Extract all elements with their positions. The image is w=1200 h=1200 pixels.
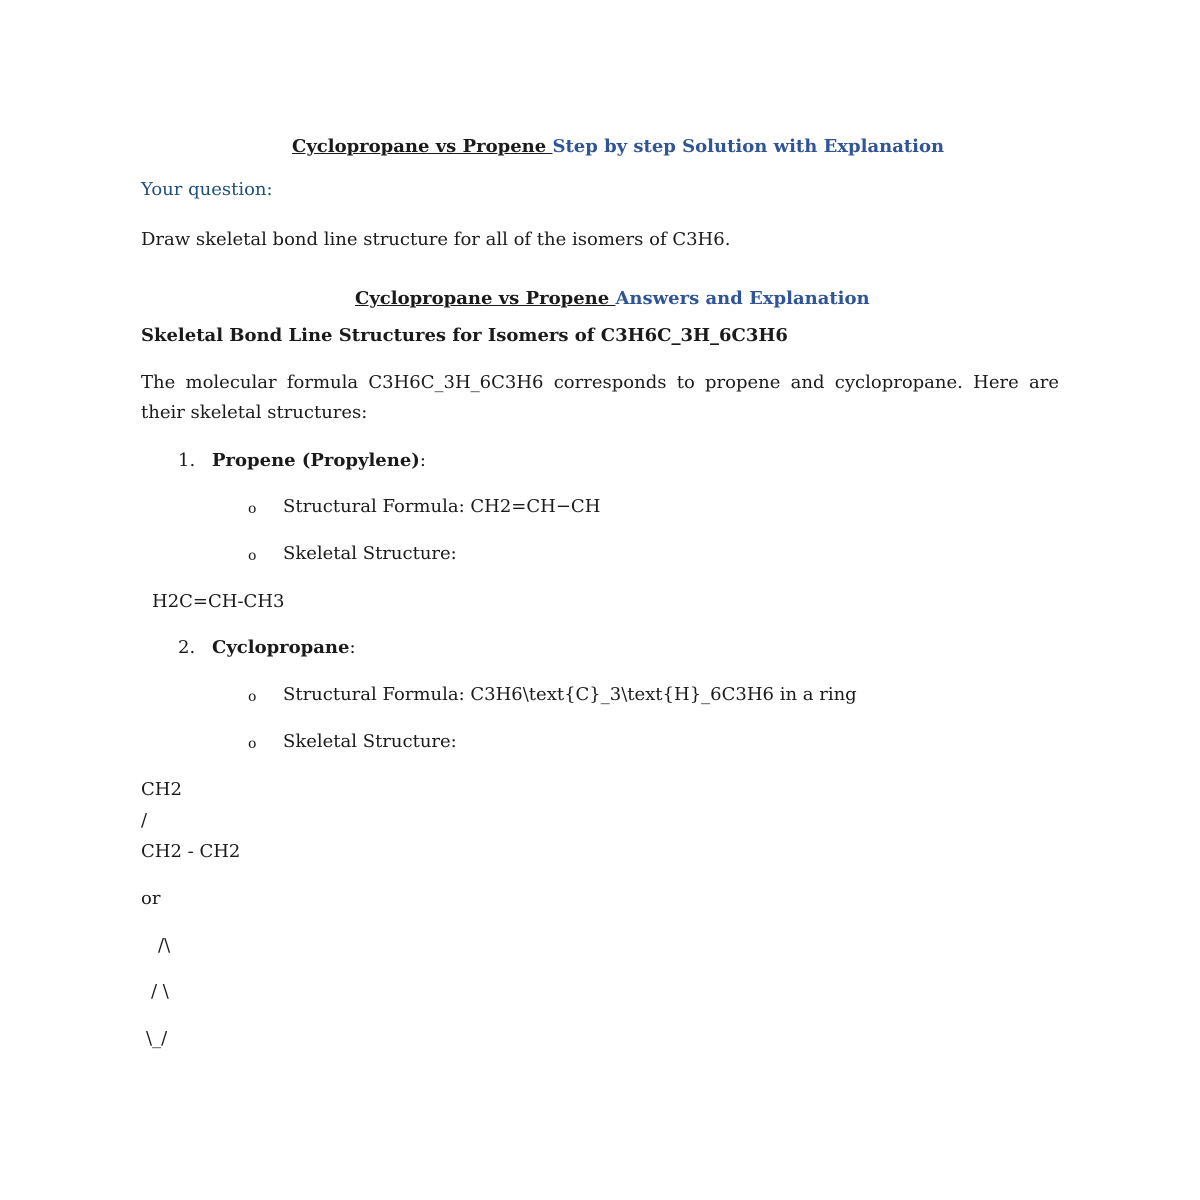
isomer-title-propene <box>212 449 426 473</box>
answer-heading-colored: Answers and Explanation <box>615 288 870 309</box>
cyclopropane-drawing-or: or <box>141 888 161 909</box>
section-heading: Skeletal Bond Line Structures for Isomers of C3H6C_3H_6C3H6 <box>141 325 788 346</box>
cyclopropane-drawing-line: /\ <box>158 935 171 956</box>
cyclopropane-skeletal-label: Skeletal Structure: <box>283 731 457 752</box>
cyclopropane-structural-formula: Structural Formula: C3H6\text{C}_3\text{H}_6C3H6 in a ring <box>283 684 857 705</box>
isomer-name: Propene (Propylene) <box>212 450 420 471</box>
cyclopropane-drawing-line: / \ <box>151 981 169 1002</box>
bullet-icon: o <box>248 501 257 517</box>
list-number-1: 1. <box>178 450 196 471</box>
isomer-suffix: : <box>419 450 426 471</box>
cyclopropane-drawing-line: \_/ <box>146 1028 168 1049</box>
title-underlined: Cyclopropane vs Propene <box>292 136 553 157</box>
cyclopropane-drawing-line: / <box>141 810 148 831</box>
bullet-icon: o <box>248 548 257 564</box>
propene-skeletal-label: Skeletal Structure: <box>283 543 457 564</box>
list-number-2: 2. <box>178 637 196 658</box>
answer-heading-underlined: Cyclopropane vs Propene <box>355 288 616 309</box>
cyclopropane-drawing-line: CH2 <box>141 779 182 800</box>
page-title <box>292 135 944 159</box>
intro-paragraph: The molecular formula C3H6C_3H_6C3H6 corresponds to propene and cyclopropane. Here are their skeletal structures: <box>141 372 1059 423</box>
question-label: Your question: <box>141 179 273 200</box>
propene-structural-formula: Structural Formula: CH2=CH−CH <box>283 496 601 517</box>
question-text: Draw skeletal bond line structure for all of the isomers of C3H6. <box>141 229 731 250</box>
propene-drawing: H2C=CH-CH3 <box>152 591 285 612</box>
bullet-icon: o <box>248 736 257 752</box>
isomer-suffix: : <box>349 637 356 658</box>
bullet-icon: o <box>248 689 257 705</box>
title-colored: Step by step Solution with Explanation <box>552 136 945 157</box>
isomer-name: Cyclopropane <box>212 637 350 658</box>
cyclopropane-drawing-line: CH2 - CH2 <box>141 841 241 862</box>
isomer-title-cyclopropane <box>212 636 356 660</box>
answer-heading <box>355 287 870 311</box>
